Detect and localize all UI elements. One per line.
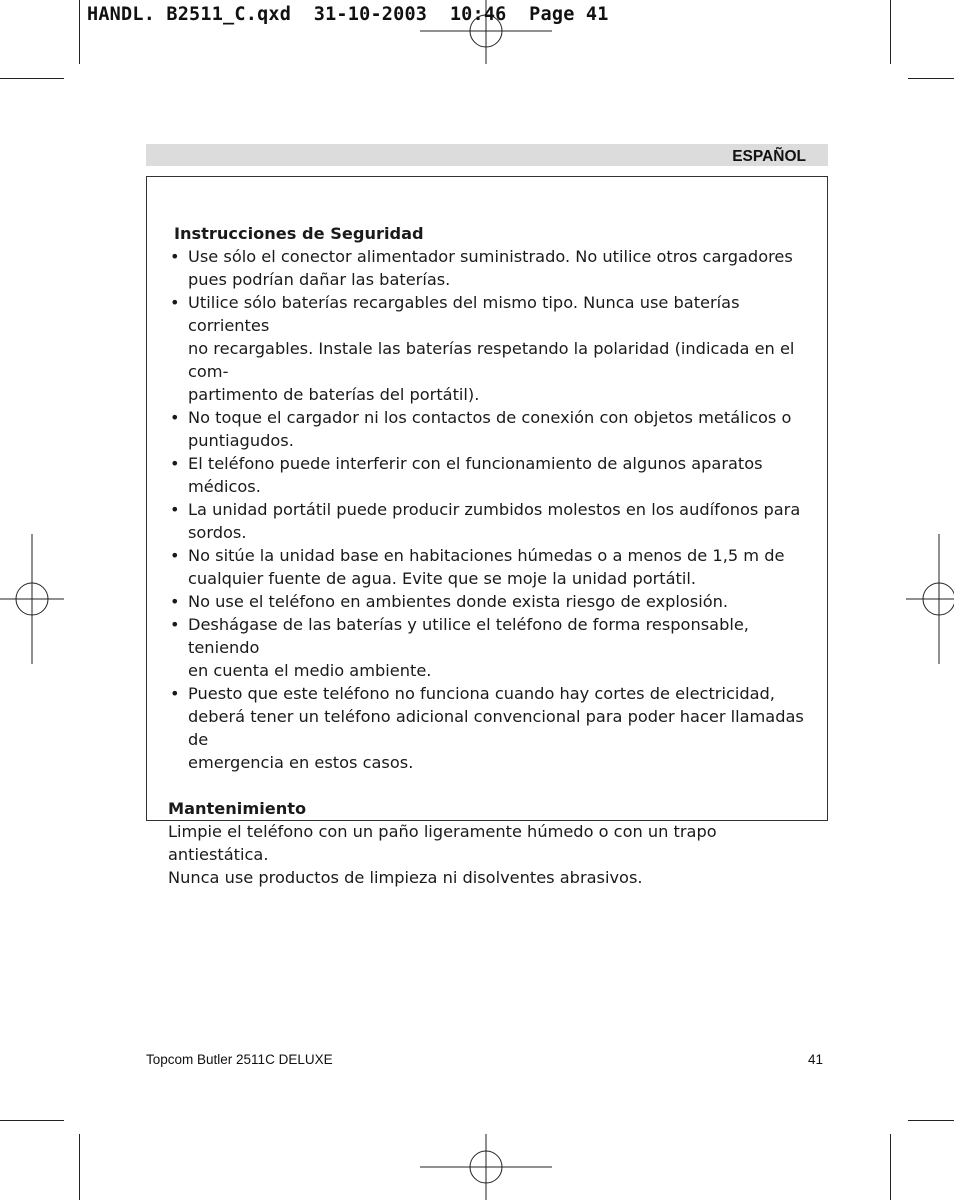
bullet-icon: • bbox=[170, 454, 180, 473]
safety-item-line: cualquier fuente de agua. Evite que se moje la unidad portátil. bbox=[188, 569, 697, 588]
safety-item-line: en cuenta el medio ambiente. bbox=[188, 661, 432, 680]
maintenance-line: Nunca use productos de limpieza ni disolventes abrasivos. bbox=[168, 868, 643, 887]
bullet-icon: • bbox=[170, 247, 180, 266]
bullet-icon: • bbox=[170, 293, 180, 312]
safety-item-line: Puesto que este teléfono no funciona cuando hay cortes de electricidad, bbox=[188, 684, 775, 703]
bullet-icon: • bbox=[170, 592, 180, 611]
safety-list-item bbox=[168, 452, 813, 498]
safety-list-item bbox=[168, 682, 813, 774]
safety-item-line: médicos. bbox=[188, 477, 261, 496]
safety-item-line: sordos. bbox=[188, 523, 247, 542]
safety-list-item bbox=[168, 245, 813, 291]
registration-mark-bottom bbox=[420, 1134, 552, 1200]
registration-mark-right bbox=[906, 534, 954, 664]
safety-item-line: El teléfono puede interferir con el funcionamiento de algunos aparatos bbox=[188, 454, 763, 473]
crop-mark-bottom-left-horizontal bbox=[0, 1120, 64, 1121]
crop-mark-bottom-left-vertical bbox=[79, 1134, 80, 1200]
bullet-icon: • bbox=[170, 500, 180, 519]
crop-mark-bottom-right-vertical bbox=[890, 1134, 891, 1200]
safety-item-line: Use sólo el conector alimentador suministrado. No utilice otros cargadores bbox=[188, 247, 793, 266]
safety-item-line: No use el teléfono en ambientes donde exista riesgo de explosión. bbox=[188, 592, 728, 611]
bullet-icon: • bbox=[170, 546, 180, 565]
crop-mark-bottom-right-horizontal bbox=[908, 1120, 954, 1121]
safety-list-item bbox=[168, 613, 813, 682]
safety-list-item bbox=[168, 406, 813, 452]
section-spacer bbox=[168, 774, 813, 797]
safety-item-line: no recargables. Instale las baterías respetando la polaridad (indicada en el com- bbox=[188, 339, 795, 381]
footer-page-number: 41 bbox=[808, 1052, 824, 1067]
safety-item-line: deberá tener un teléfono adicional convencional para poder hacer llamadas de bbox=[188, 707, 804, 749]
safety-list-item bbox=[168, 498, 813, 544]
footer-product-name: Topcom Butler 2511C DELUXE bbox=[146, 1052, 333, 1067]
safety-item-line: pues podrían dañar las baterías. bbox=[188, 270, 451, 289]
crop-mark-top-right-vertical bbox=[890, 0, 891, 64]
safety-item-line: emergencia en estos casos. bbox=[188, 753, 414, 772]
safety-list-item bbox=[168, 291, 813, 406]
safety-list-item bbox=[168, 590, 813, 613]
language-header-bar bbox=[146, 144, 828, 166]
maintenance-line: Limpie el teléfono con un paño ligeramente húmedo o con un trapo antiestática. bbox=[168, 822, 717, 864]
safety-item-line: Utilice sólo baterías recargables del mismo tipo. Nunca use baterías corrientes bbox=[188, 293, 740, 335]
safety-item-line: No toque el cargador ni los contactos de conexión con objetos metálicos o bbox=[188, 408, 792, 427]
crop-mark-top-left-horizontal bbox=[0, 78, 64, 79]
maintenance-heading: Mantenimiento bbox=[168, 799, 307, 818]
safety-item-line: La unidad portátil puede producir zumbidos molestos en los audífonos para bbox=[188, 500, 801, 519]
language-label: ESPAÑOL bbox=[732, 148, 806, 165]
safety-list bbox=[168, 245, 813, 774]
content-body bbox=[168, 222, 813, 889]
bullet-icon: • bbox=[170, 615, 180, 634]
safety-item-line: No sitúe la unidad base en habitaciones húmedas o a menos de 1,5 m de bbox=[188, 546, 785, 565]
registration-mark-left bbox=[0, 534, 64, 664]
safety-item-line: partimento de baterías del portátil). bbox=[188, 385, 480, 404]
bullet-icon: • bbox=[170, 684, 180, 703]
crop-mark-top-right-horizontal bbox=[908, 78, 954, 79]
safety-item-line: puntiagudos. bbox=[188, 431, 294, 450]
print-slug: HANDL. B2511_C.qxd 31-10-2003 10:46 Page 41 bbox=[87, 4, 609, 25]
bullet-icon: • bbox=[170, 408, 180, 427]
safety-heading: Instrucciones de Seguridad bbox=[174, 224, 424, 243]
crop-mark-top-left-vertical bbox=[79, 0, 80, 64]
safety-item-line: Deshágase de las baterías y utilice el teléfono de forma responsable, teniendo bbox=[188, 615, 749, 657]
safety-list-item bbox=[168, 544, 813, 590]
